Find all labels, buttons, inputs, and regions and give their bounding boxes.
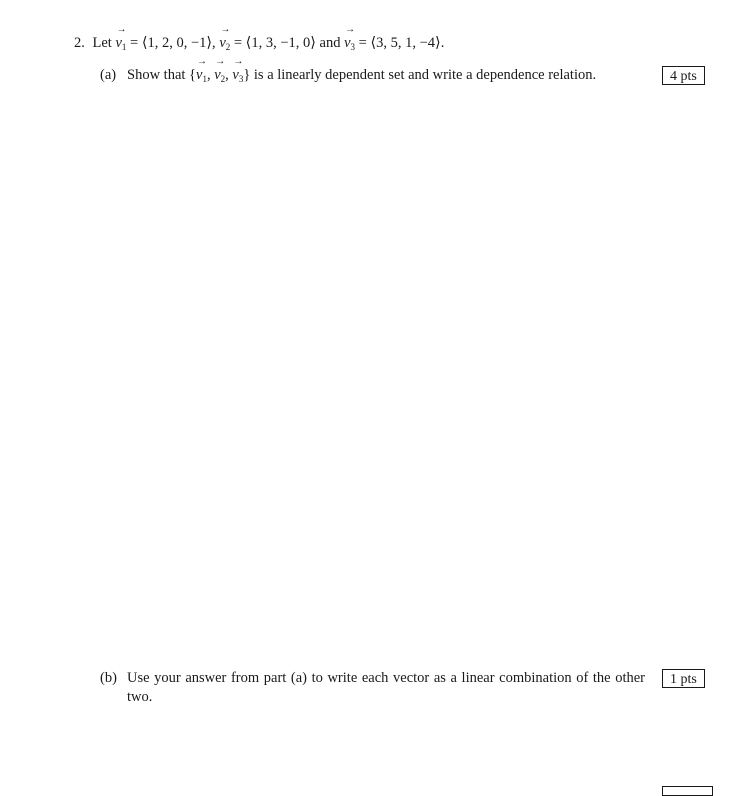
vector-v3-symbol: → $v_3$ [344, 24, 356, 52]
part-a [100, 56, 645, 85]
vector-v1-value: = ⟨1, 2, 0, −1⟩, [126, 35, 216, 51]
part-b-points-box: 1 pts [662, 669, 705, 688]
part-a-points-box: 4 pts [662, 66, 705, 85]
problem-number: 2. [74, 35, 85, 51]
problem-statement [74, 24, 445, 52]
part-a-text: Show that { → $v_1$, → $v_2$, → $v_3$} is a linearly dependent set and write a dependence relation. [127, 56, 597, 84]
vector-arrow-icon: → [220, 24, 231, 35]
vector-arrow-icon: → [345, 24, 356, 35]
vector-v2-value: = ⟨1, 3, −1, 0⟩ and [230, 35, 345, 51]
part-b-label: (b) [100, 670, 117, 686]
vector-v1-symbol: → $v_1$ [115, 24, 127, 52]
part-a-label: (a) [100, 67, 117, 83]
part-b-text: Use your answer from part (a) to write each vector as a linear combination of the other two. [127, 670, 645, 705]
vector-arrow-icon: → [116, 24, 127, 35]
vector-arrow-icon: → [233, 56, 244, 67]
part-b [100, 669, 645, 707]
next-part-points-box-cutoff [662, 786, 713, 796]
let-word: Let [92, 35, 112, 51]
vector-v2-symbol: → $v_2$ [219, 24, 231, 52]
vector-arrow-icon: → [197, 56, 207, 67]
vector-arrow-icon: → [215, 56, 226, 67]
vector-v3-value: = ⟨3, 5, 1, −4⟩. [355, 35, 445, 51]
